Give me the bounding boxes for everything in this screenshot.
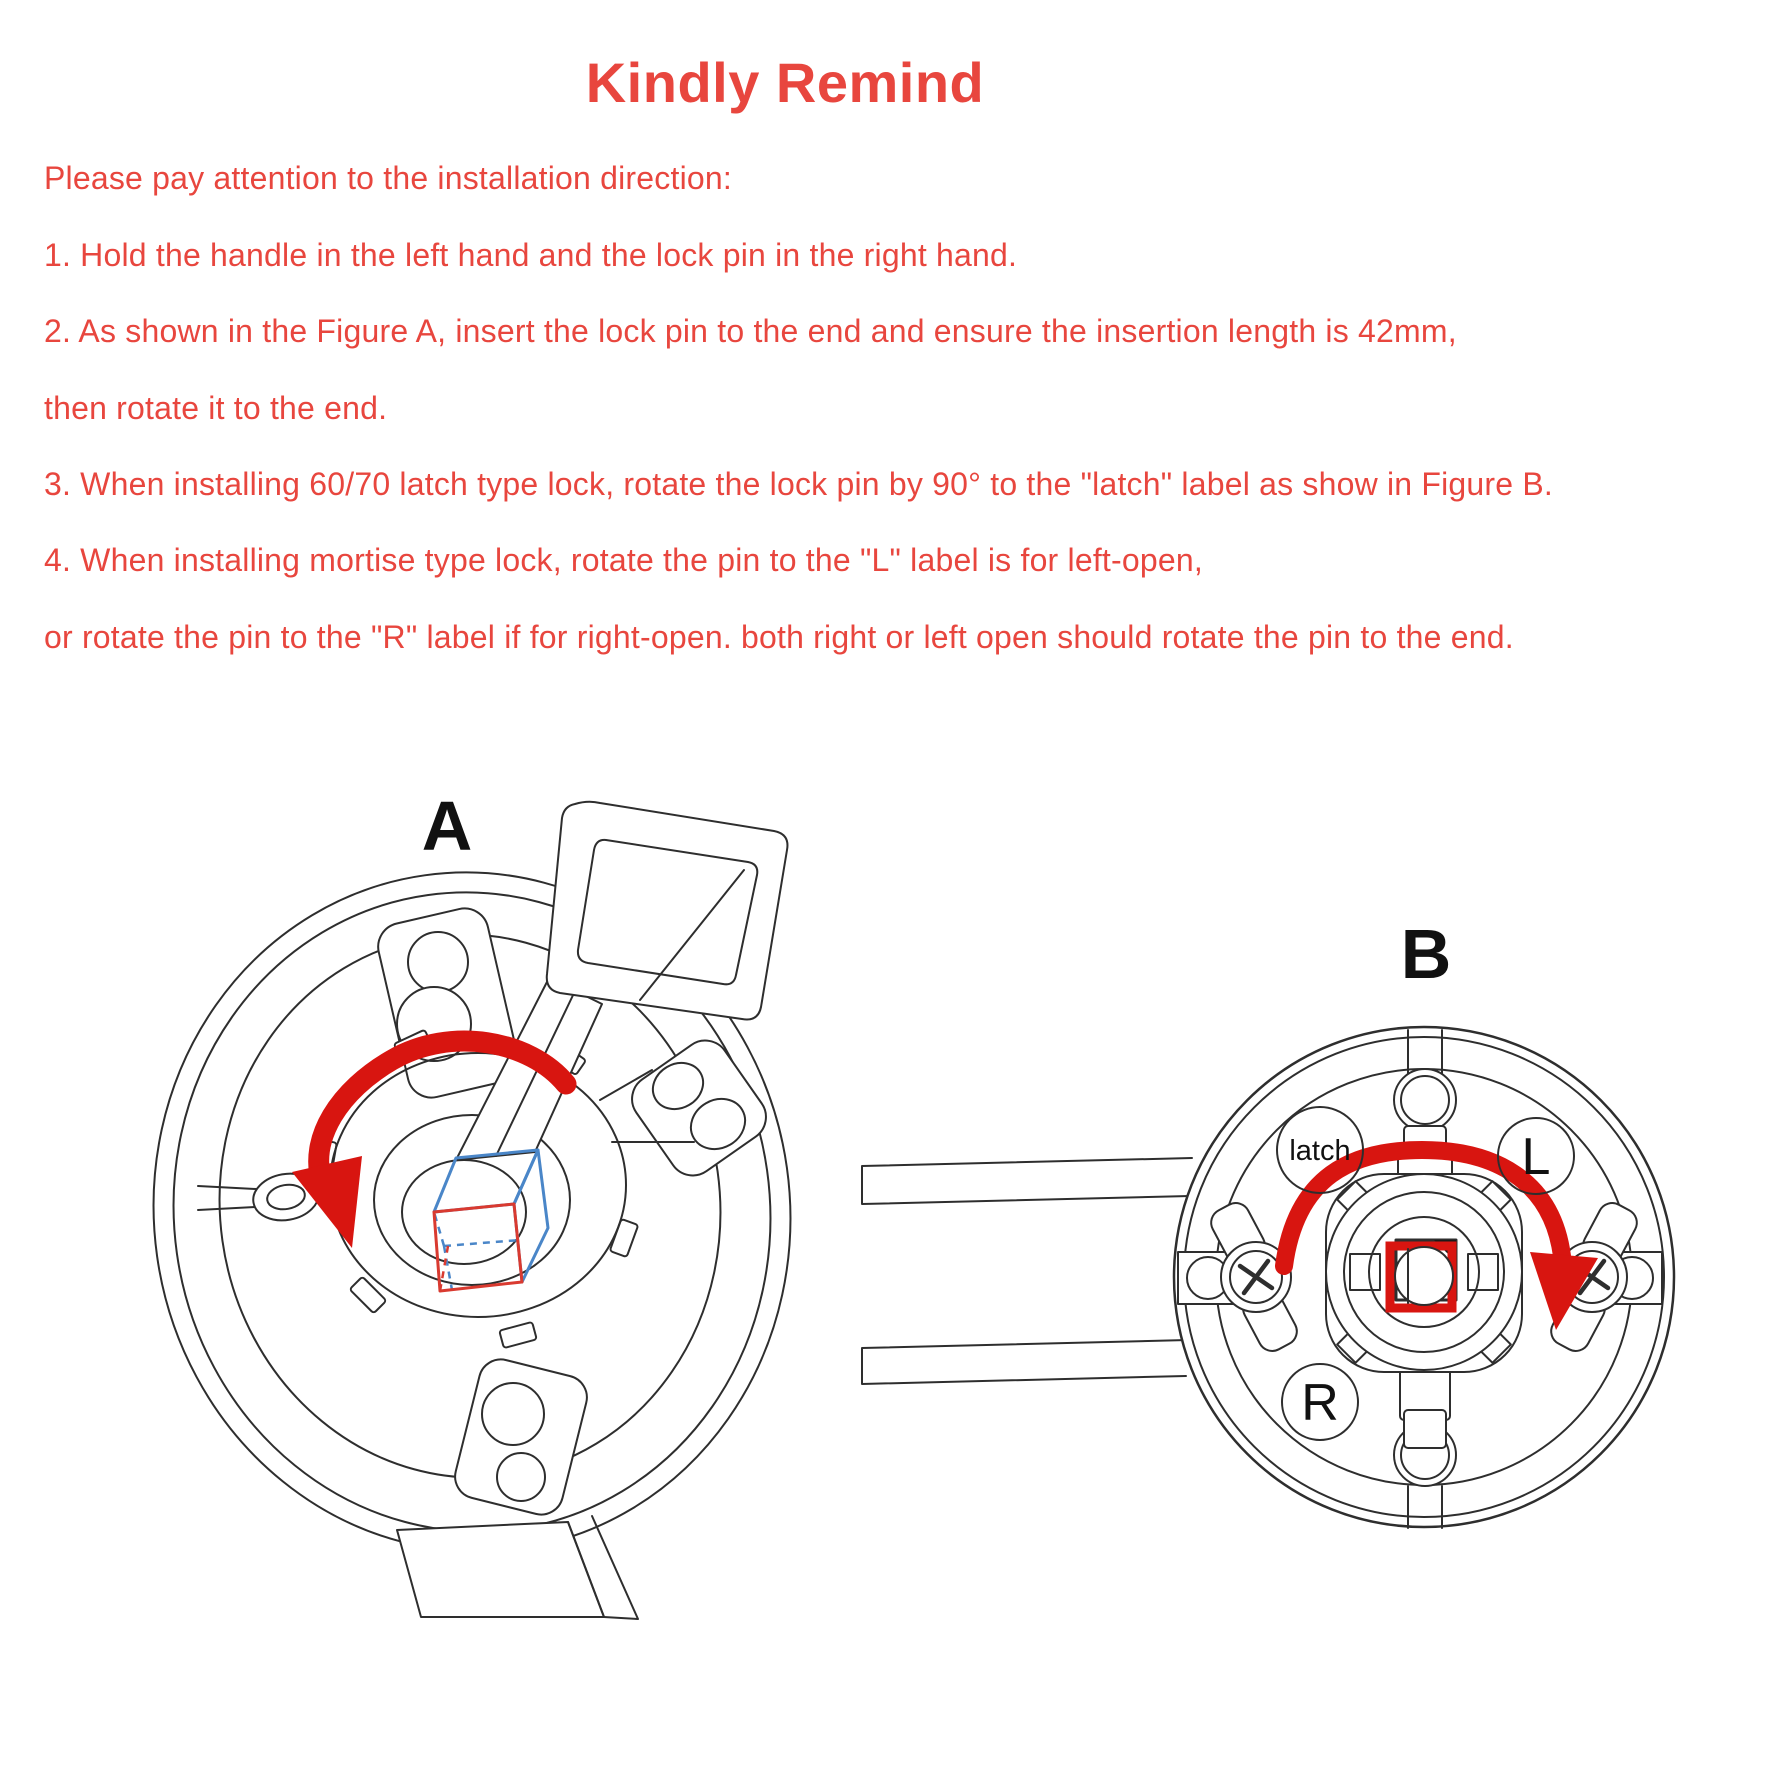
spindle-bar-bottom — [397, 1516, 638, 1619]
figure-b-diagram — [862, 915, 1674, 1528]
figure-a-label: A — [421, 787, 473, 865]
page-title: Kindly Remind — [585, 51, 985, 114]
figure-b-label: B — [1400, 915, 1452, 993]
lock-pin-cube — [434, 1150, 548, 1291]
instruction-step-2-cont: then rotate it to the end. — [44, 390, 388, 426]
lock-body-bars — [862, 1158, 1192, 1384]
instruction-step-3: 3. When installing 60/70 latch type lock, rotate the lock pin by 90° to the "latch" label as show in Figure B. — [44, 466, 1553, 502]
instruction-step-4-cont: or rotate the pin to the "R" label if for right-open. both right or left open should rotate the pin to the end. — [44, 619, 1514, 655]
latch-arm-posts — [600, 1031, 775, 1185]
handle-grip — [547, 802, 788, 1020]
instruction-intro: Please pay attention to the installation direction: — [44, 160, 732, 196]
spindle-hole-highlight — [1390, 1240, 1456, 1308]
instruction-step-2: 2. As shown in the Figure A, insert the lock pin to the end and ensure the insertion length is 42mm, — [44, 313, 1457, 349]
latch-label: latch — [1289, 1135, 1351, 1167]
instruction-step-4: 4. When installing mortise type lock, rotate the pin to the "L" label is for left-open, — [44, 542, 1203, 578]
right-open-label: R — [1301, 1374, 1339, 1432]
left-open-label: L — [1521, 1128, 1551, 1186]
bottom-lug — [450, 1355, 591, 1519]
figure-a-diagram — [110, 787, 834, 1619]
instruction-step-1: 1. Hold the handle in the left hand and the lock pin in the right hand. — [44, 237, 1018, 273]
